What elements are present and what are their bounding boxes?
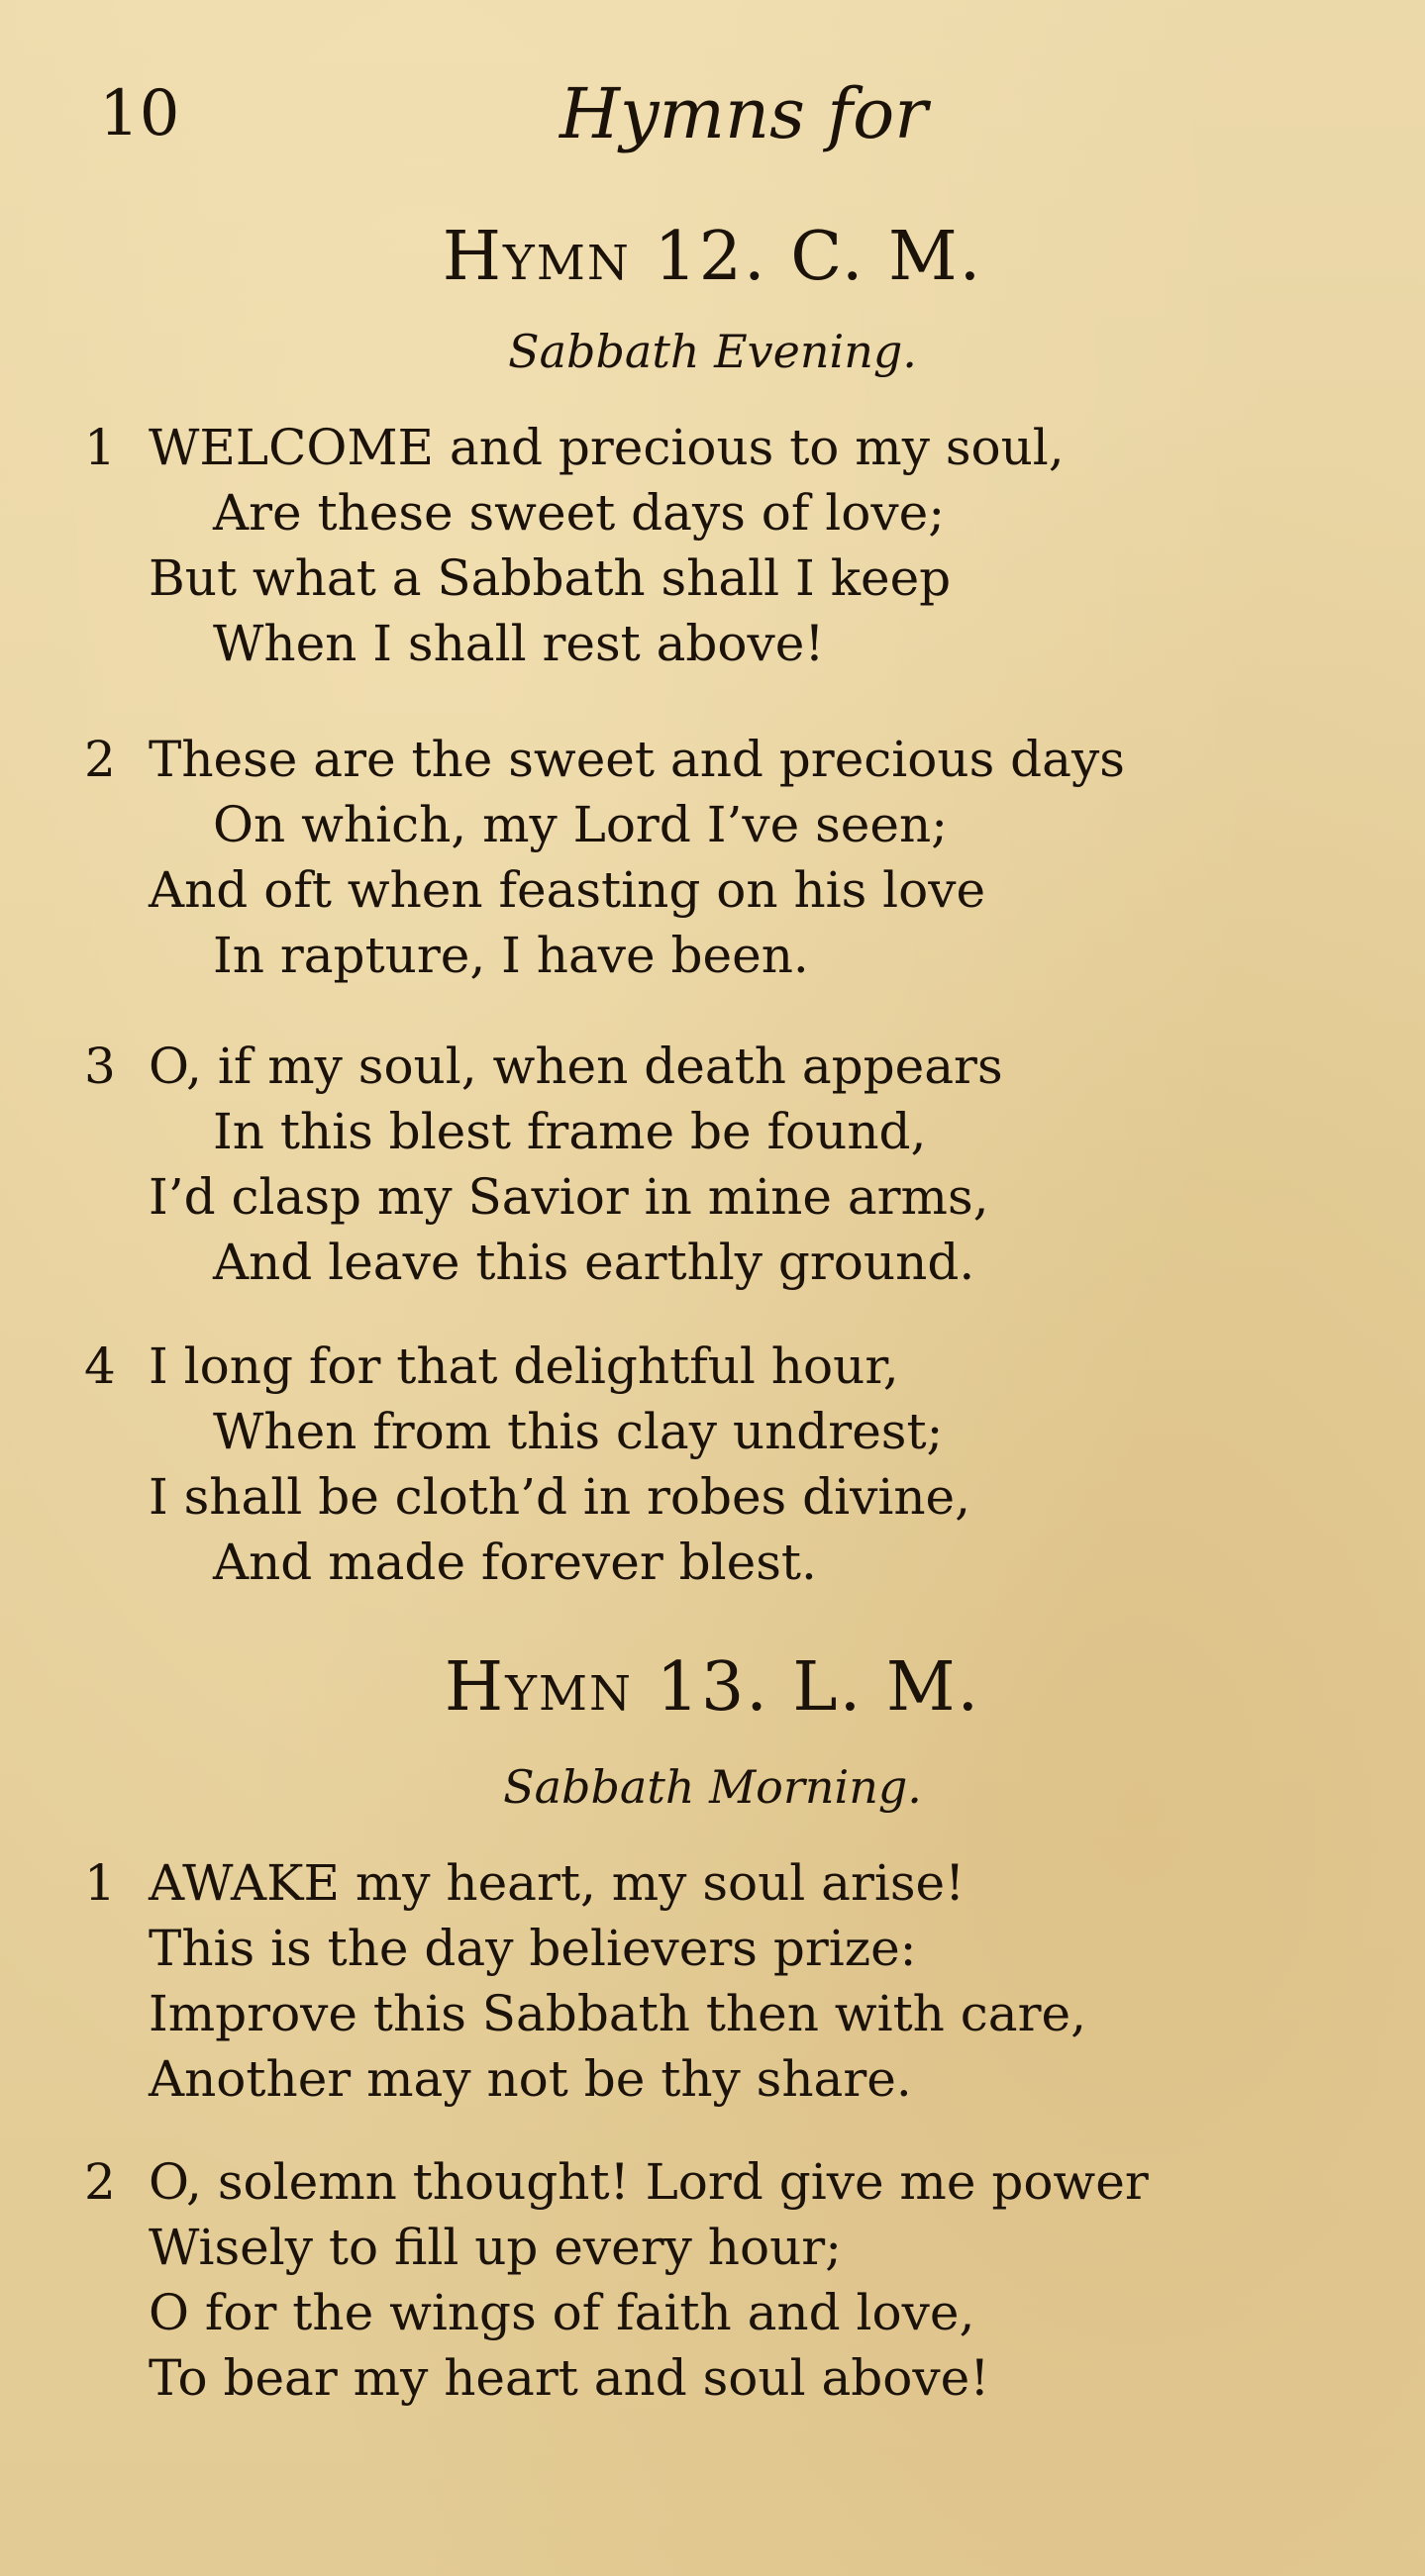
- stanza-number: 2: [84, 2153, 116, 2211]
- verse-line: I long for that delightful hour,: [149, 1338, 899, 1395]
- stanza-number: 1: [84, 419, 116, 476]
- verse-line: I’d clasp my Savior in mine arms,: [149, 1168, 989, 1226]
- verse-line: And made forever blest.: [213, 1534, 817, 1591]
- verse-line: On which, my Lord I’ve seen;: [213, 796, 948, 853]
- verse-line: WELCOME and precious to my soul,: [149, 419, 1065, 476]
- verse-line: O for the wings of faith and love,: [149, 2284, 975, 2341]
- verse-line: In rapture, I have been.: [213, 927, 809, 984]
- verse-line: O, if my soul, when death appears: [149, 1038, 1003, 1095]
- verse-line: And leave this earthly ground.: [213, 1234, 975, 1291]
- verse-line: But what a Sabbath shall I keep: [149, 549, 952, 607]
- verse-line: When I shall rest above!: [213, 615, 825, 672]
- hymn-12-heading: Hymn 12. C. M.: [442, 218, 983, 296]
- stanza-number: 1: [84, 1854, 116, 1912]
- hymn-12-subtitle: Sabbath Evening.: [508, 325, 917, 378]
- running-head: [0, 69, 1425, 158]
- verse-line: In this blest frame be found,: [213, 1103, 927, 1160]
- verse-line: Are these sweet days of love;: [213, 484, 946, 542]
- verse-line: I shall be cloth’d in robes divine,: [149, 1468, 971, 1526]
- page-number: 10: [99, 77, 180, 150]
- hymn-13-heading: Hymn 13. L. M.: [444, 1648, 981, 1727]
- verse-line: To bear my heart and soul above!: [149, 2349, 990, 2407]
- verse-line: Another may not be thy share.: [149, 2050, 912, 2108]
- verse-line: AWAKE my heart, my soul arise!: [149, 1854, 966, 1912]
- verse-line: These are the sweet and precious days: [149, 731, 1125, 788]
- stanza-number: 3: [84, 1038, 116, 1095]
- verse-line: When from this clay undrest;: [213, 1403, 944, 1460]
- verse-line: Wisely to fill up every hour;: [149, 2219, 843, 2276]
- stanza-number: 4: [84, 1338, 116, 1395]
- running-title: Hymns for: [560, 73, 928, 154]
- verse-line: O, solemn thought! Lord give me power: [149, 2153, 1149, 2211]
- verse-line: This is the day believers prize:: [149, 1920, 917, 1977]
- verse-line: And oft when feasting on his love: [149, 861, 986, 919]
- hymn-13-subtitle: Sabbath Morning.: [503, 1760, 922, 1814]
- stanza-number: 2: [84, 731, 116, 788]
- verse-line: Improve this Sabbath then with care,: [149, 1985, 1086, 2042]
